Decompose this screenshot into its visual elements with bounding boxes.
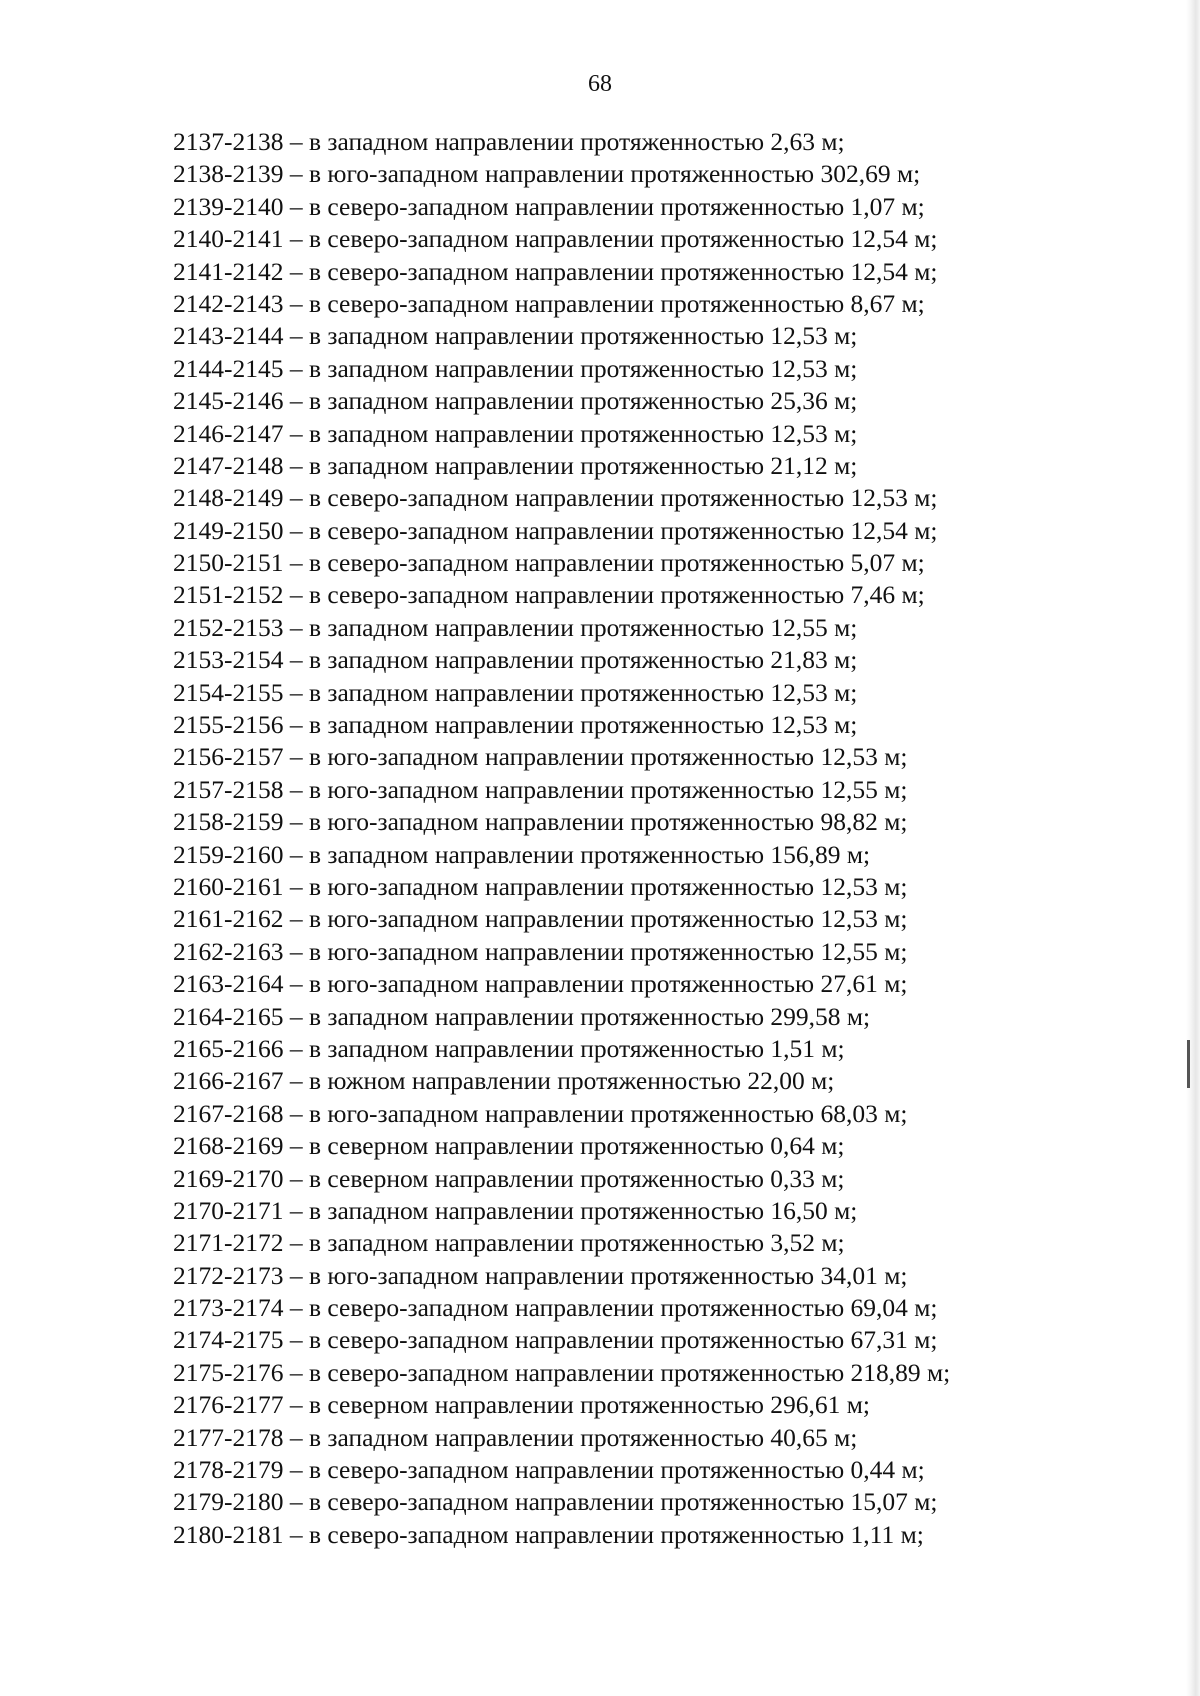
- boundary-segment-line: 2162-2163 – в юго-западном направлении протяженностью 12,55 м;: [173, 936, 908, 966]
- boundary-segment-line: 2150-2151 – в северо-западном направлении протяженностью 5,07 м;: [173, 548, 925, 578]
- boundary-segment-line: 2176-2177 – в северном направлении протяженностью 296,61 м;: [173, 1390, 871, 1420]
- boundary-segment-line: 2168-2169 – в северном направлении протяженностью 0,64 м;: [173, 1131, 845, 1161]
- scan-edge-mark: [1187, 1040, 1190, 1088]
- boundary-segment-line: 2157-2158 – в юго-западном направлении протяженностью 12,55 м;: [173, 774, 908, 804]
- boundary-segment-line: 2159-2160 – в западном направлении протяженностью 156,89 м;: [173, 839, 871, 869]
- boundary-segment-line: 2156-2157 – в юго-западном направлении протяженностью 12,53 м;: [173, 742, 908, 772]
- boundary-segment-line: 2164-2165 – в западном направлении протяженностью 299,58 м;: [173, 1001, 871, 1031]
- boundary-segment-line: 2140-2141 – в северо-западном направлении протяженностью 12,54 м;: [173, 224, 938, 254]
- boundary-segment-line: 2178-2179 – в северо-западном направлении протяженностью 0,44 м;: [173, 1455, 925, 1485]
- boundary-segment-line: 2170-2171 – в западном направлении протяженностью 16,50 м;: [173, 1195, 858, 1225]
- boundary-segment-line: 2175-2176 – в северо-западном направлении протяженностью 218,89 м;: [173, 1357, 951, 1387]
- boundary-segment-line: 2172-2173 – в юго-западном направлении протяженностью 34,01 м;: [173, 1260, 908, 1290]
- boundary-segment-line: 2138-2139 – в юго-западном направлении протяженностью 302,69 м;: [173, 159, 921, 189]
- boundary-segment-line: 2137-2138 – в западном направлении протяженностью 2,63 м;: [173, 127, 845, 156]
- boundary-segment-line: 2149-2150 – в северо-западном направлении протяженностью 12,54 м;: [173, 515, 938, 545]
- boundary-description-list: [173, 126, 1073, 1551]
- boundary-segment-line: 2143-2144 – в западном направлении протяженностью 12,53 м;: [173, 321, 858, 351]
- boundary-segment-line: 2158-2159 – в юго-западном направлении протяженностью 98,82 м;: [173, 807, 908, 837]
- boundary-segment-line: 2154-2155 – в западном направлении протяженностью 12,53 м;: [173, 677, 858, 707]
- boundary-segment-line: 2163-2164 – в юго-западном направлении протяженностью 27,61 м;: [173, 969, 908, 999]
- boundary-segment-line: 2180-2181 – в северо-западном направлении протяженностью 1,11 м;: [173, 1519, 924, 1549]
- boundary-segment-line: 2148-2149 – в северо-западном направлении протяженностью 12,53 м;: [173, 483, 938, 513]
- boundary-segment-line: 2141-2142 – в северо-западном направлении протяженностью 12,54 м;: [173, 256, 938, 286]
- boundary-segment-line: 2146-2147 – в западном направлении протяженностью 12,53 м;: [173, 418, 858, 448]
- boundary-segment-line: 2144-2145 – в западном направлении протяженностью 12,53 м;: [173, 353, 858, 383]
- boundary-segment-line: 2152-2153 – в западном направлении протяженностью 12,55 м;: [173, 612, 858, 642]
- boundary-segment-line: 2179-2180 – в северо-западном направлении протяженностью 15,07 м;: [173, 1487, 938, 1517]
- boundary-segment-line: 2155-2156 – в западном направлении протяженностью 12,53 м;: [173, 710, 858, 740]
- boundary-segment-line: 2173-2174 – в северо-западном направлении протяженностью 69,04 м;: [173, 1293, 938, 1323]
- boundary-segment-line: 2161-2162 – в юго-западном направлении протяженностью 12,53 м;: [173, 904, 908, 934]
- boundary-segment-line: 2165-2166 – в западном направлении протяженностью 1,51 м;: [173, 1033, 845, 1063]
- boundary-segment-line: 2160-2161 – в юго-западном направлении протяженностью 12,53 м;: [173, 871, 908, 901]
- boundary-segment-line: 2169-2170 – в северном направлении протяженностью 0,33 м;: [173, 1163, 845, 1193]
- boundary-segment-line: 2174-2175 – в северо-западном направлении протяженностью 67,31 м;: [173, 1325, 938, 1355]
- page-number: 68: [588, 71, 612, 97]
- boundary-segment-line: 2142-2143 – в северо-западном направлении протяженностью 8,67 м;: [173, 288, 925, 318]
- boundary-segment-line: 2147-2148 – в западном направлении протяженностью 21,12 м;: [173, 450, 858, 480]
- boundary-segment-line: 2171-2172 – в западном направлении протяженностью 3,52 м;: [173, 1228, 845, 1258]
- boundary-segment-line: 2177-2178 – в западном направлении протяженностью 40,65 м;: [173, 1422, 858, 1452]
- boundary-segment-line: 2139-2140 – в северо-западном направлении протяженностью 1,07 м;: [173, 191, 925, 221]
- boundary-segment-line: 2145-2146 – в западном направлении протяженностью 25,36 м;: [173, 386, 858, 416]
- boundary-segment-line: 2151-2152 – в северо-западном направлении протяженностью 7,46 м;: [173, 580, 925, 610]
- boundary-segment-line: 2153-2154 – в западном направлении протяженностью 21,83 м;: [173, 645, 858, 675]
- boundary-segment-line: 2167-2168 – в юго-западном направлении протяженностью 68,03 м;: [173, 1098, 908, 1128]
- scan-edge-shadow: [1186, 0, 1200, 1696]
- boundary-segment-line: 2166-2167 – в южном направлении протяженностью 22,00 м;: [173, 1066, 835, 1096]
